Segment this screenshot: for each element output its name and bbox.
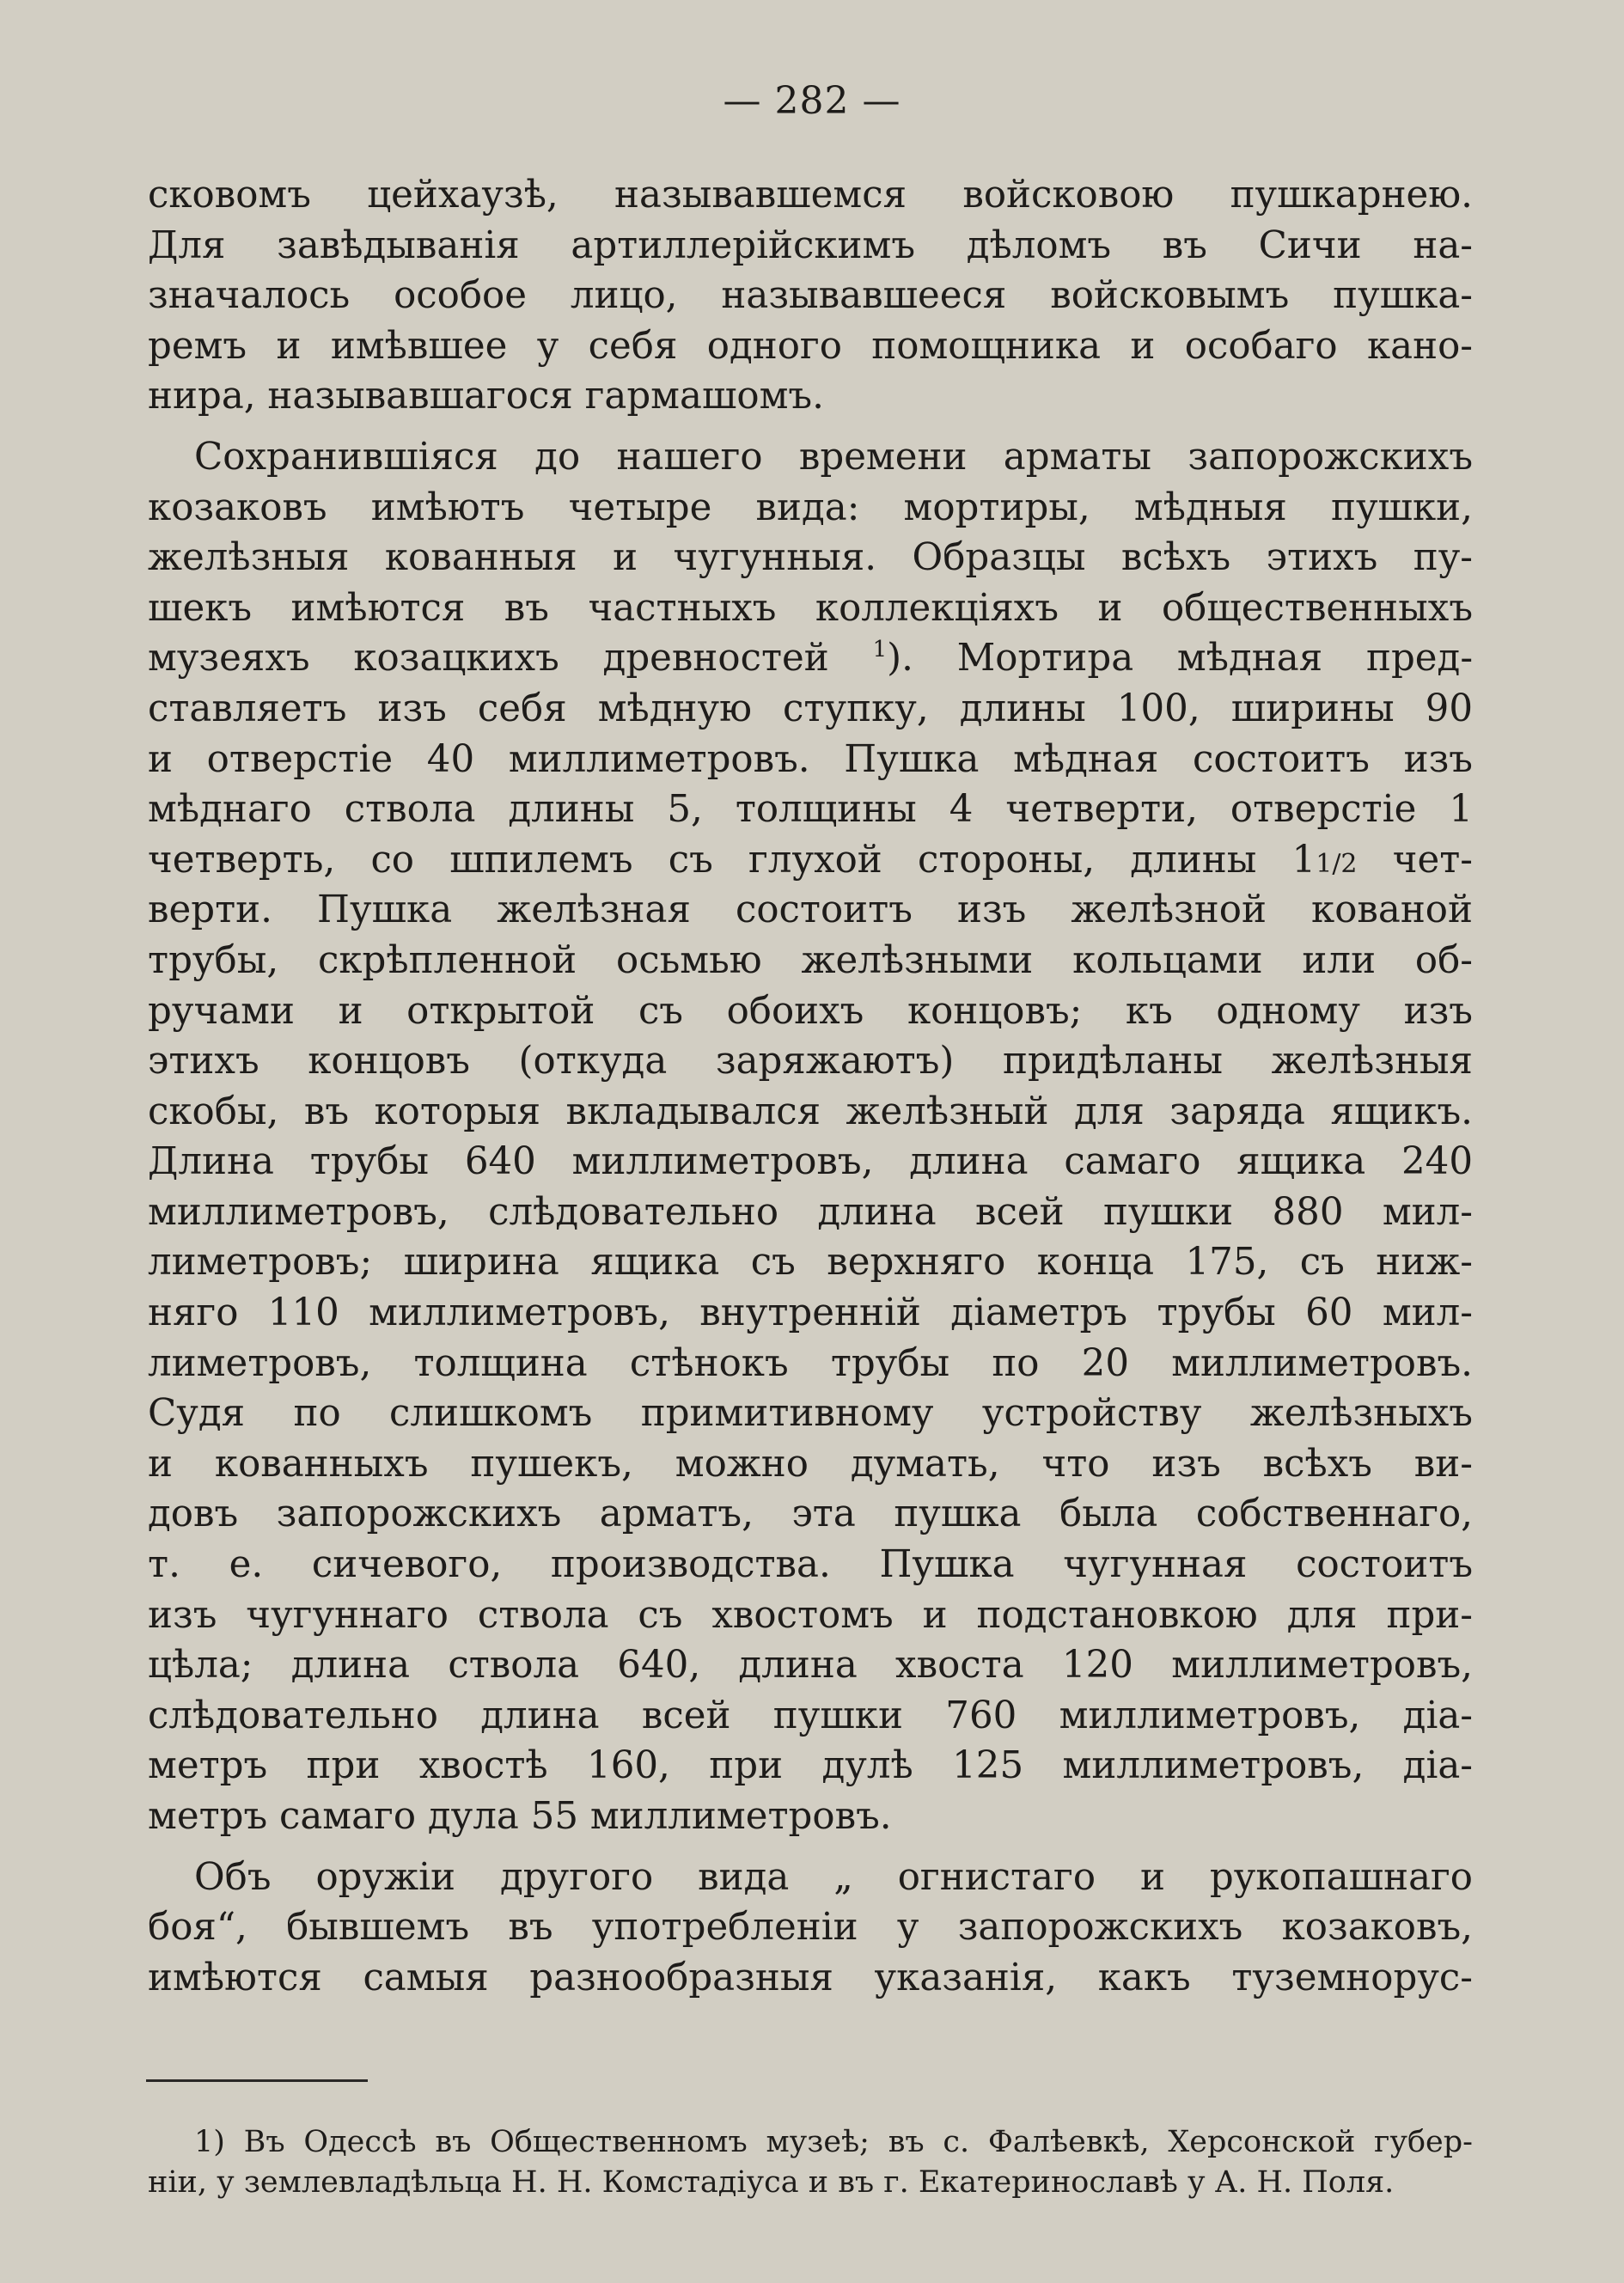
text-line: метръ при хвостѣ 160, при дулѣ 125 миллиметровъ, діа- bbox=[148, 1744, 1473, 1788]
text-line: мѣднаго ствола длины 5, толщины 4 четверти, отверстіе 1 bbox=[148, 788, 1473, 832]
text-line: лиметровъ; ширина ящика съ верхняго конца 175, съ ниж- bbox=[148, 1241, 1473, 1285]
text-line: ручами и открытой съ обоихъ концовъ; къ одному изъ bbox=[148, 989, 1473, 1033]
text-segment: чет- bbox=[1357, 838, 1474, 882]
paragraph-1 bbox=[148, 170, 1473, 422]
text-line: желѣзныя кованныя и чугунныя. Образцы всѣхъ этихъ пу- bbox=[148, 536, 1473, 580]
text-line: изъ чугуннаго ствола съ хвостомъ и подстановкою для при- bbox=[148, 1593, 1473, 1637]
footnote-marker: 1) bbox=[194, 2125, 225, 2159]
footnote-line: ніи, у землевладѣльца Н. Н. Комстадіуса и въ г. Екатеринославѣ у А. Н. Поля. bbox=[148, 2165, 1395, 2200]
footnote-reference: 1 bbox=[872, 637, 888, 663]
text-line: Судя по слишкомъ примитивному устройству желѣзныхъ bbox=[148, 1392, 1473, 1436]
text-line: и отверстіе 40 миллиметровъ. Пушка мѣдная состоитъ изъ bbox=[148, 737, 1473, 781]
main-text bbox=[148, 170, 1473, 2003]
footnote-divider bbox=[146, 2079, 368, 2082]
text-line: верти. Пушка желѣзная состоитъ изъ желѣзной кованой bbox=[148, 888, 1473, 932]
text-line: довъ запорожскихъ арматъ, эта пушка была собственнаго, bbox=[148, 1492, 1473, 1536]
text-line: этихъ концовъ (откуда заряжаютъ) придѣланы желѣзныя bbox=[148, 1040, 1473, 1084]
text-line: Сохранившіяся до нашего времени арматы запорожскихъ bbox=[194, 435, 1473, 479]
text-line: значалось особое лицо, называвшееся войсковымъ пушка- bbox=[148, 274, 1473, 318]
text-line: ставляетъ изъ себя мѣдную ступку, длины 100, ширины 90 bbox=[148, 687, 1473, 730]
text-segment: четверть, со шпилемъ съ глухой стороны, длины 1 bbox=[148, 838, 1316, 882]
text-line: трубы, скрѣпленной осьмью желѣзными кольцами или об- bbox=[148, 938, 1473, 982]
footnote bbox=[148, 2122, 1473, 2203]
text-line-with-fraction bbox=[148, 835, 1473, 886]
text-line-with-footnote bbox=[148, 633, 1473, 684]
text-segment: музеяхъ козацкихъ древностей bbox=[148, 637, 829, 681]
footnote-line bbox=[148, 2122, 1473, 2163]
paragraph-3 bbox=[148, 1853, 1473, 2004]
text-line: ремъ и имѣвшее у себя одного помощника и особаго кано- bbox=[148, 324, 1473, 368]
text-line: Длина трубы 640 миллиметровъ, длина самаго ящика 240 bbox=[148, 1140, 1473, 1184]
text-line: сковомъ цейхаузѣ, называвшемся войсковою пушкарнею. bbox=[148, 174, 1473, 217]
text-line: лиметровъ, толщина стѣнокъ трубы по 20 миллиметровъ. bbox=[148, 1341, 1473, 1385]
text-line: и кованныхъ пушекъ, можно думать, что изъ всѣхъ ви- bbox=[148, 1442, 1473, 1486]
text-line: цѣла; длина ствола 640, длина хвоста 120 миллиметровъ, bbox=[148, 1644, 1473, 1688]
text-line: т. е. сичевого, производства. Пушка чугунная состоитъ bbox=[148, 1543, 1473, 1587]
page-number: — 282 — bbox=[723, 79, 901, 123]
text-line: Для завѣдыванія артиллерійскимъ дѣломъ въ Сичи на- bbox=[148, 223, 1473, 267]
text-line: скобы, въ которыя вкладывался желѣзный для заряда ящикъ. bbox=[148, 1090, 1473, 1133]
footnote-text: Въ Одессѣ въ Общественномъ музеѣ; въ с. Фалѣевкѣ, Херсонской губер- bbox=[243, 2125, 1473, 2159]
paragraph-2 bbox=[148, 432, 1473, 1842]
text-line: Объ оружіи другого вида „ огнистаго и рукопашнаго bbox=[194, 1855, 1473, 1899]
text-line: метръ самаго дула 55 миллиметровъ. bbox=[148, 1795, 892, 1838]
text-line: шекъ имѣются въ частныхъ коллекціяхъ и общественныхъ bbox=[148, 586, 1473, 630]
fraction-one-half: 1/2 bbox=[1316, 848, 1358, 879]
text-line: слѣдовательно длина всей пушки 760 миллиметровъ, діа- bbox=[148, 1694, 1473, 1737]
text-segment: ). Мортира мѣдная пред- bbox=[887, 637, 1474, 681]
text-line: няго 110 миллиметровъ, внутренній діаметръ трубы 60 мил- bbox=[148, 1291, 1473, 1335]
text-line: боя“, бывшемъ въ употребленіи у запорожскихъ козаковъ, bbox=[148, 1906, 1473, 1950]
text-line: козаковъ имѣютъ четыре вида: мортиры, мѣдныя пушки, bbox=[148, 485, 1473, 529]
text-line: миллиметровъ, слѣдовательно длина всей пушки 880 мил- bbox=[148, 1190, 1473, 1234]
text-line: нира, называвшагося гармашомъ. bbox=[148, 375, 824, 418]
text-line: имѣются самыя разнообразныя указанія, какъ туземнорус- bbox=[148, 1956, 1473, 1999]
